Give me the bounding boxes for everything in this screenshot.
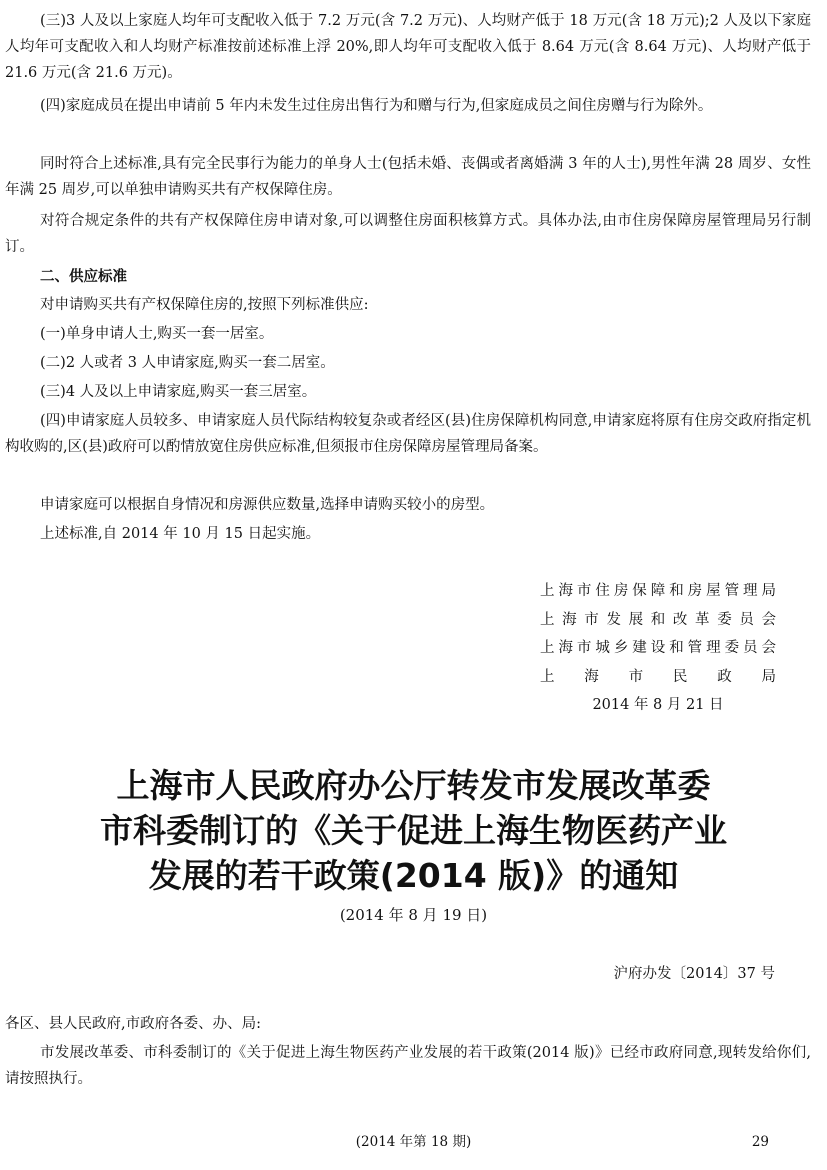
- notice-title-line-2: 市科委制订的《关于促进上海生物医药产业: [100, 811, 727, 850]
- signatory-housing-bureau: 上海市住房保障和房屋管理局: [540, 583, 776, 599]
- effective-date-paragraph: 上述标准,自 2014 年 10 月 15 日起实施。: [40, 526, 321, 542]
- supply-item-3: (三)4 人及以上申请家庭,购买一套三居室。: [40, 384, 317, 400]
- issue-number: (2014 年第 18 期): [355, 1134, 472, 1150]
- salutation: 各区、县人民政府,市政府各委、办、局:: [5, 1016, 261, 1032]
- supply-item-4: (四)申请家庭人员较多、申请家庭人员代际结构较复杂或者经区(县)住房保障机构同意,申请家庭将原有住房交政府指定机构收购的,区(县)政府可以酌情放宽住房供应标准,但须报市住房保障房屋管理局备案。: [5, 413, 811, 455]
- section-heading-supply-standard: 二、供应标准: [40, 269, 127, 285]
- notice-date: (2014 年 8 月 19 日): [339, 906, 488, 924]
- notice-title-line-3: 发展的若干政策(2014 版)》的通知: [148, 856, 679, 895]
- area-calculation-paragraph: 对符合规定条件的共有产权保障住房申请对象,可以调整住房面积核算方式。具体办法,由市住房保障房屋管理局另行制订。: [5, 213, 811, 255]
- notice-body: 市发展改革委、市科委制订的《关于促进上海生物医药产业发展的若干政策(2014 版)》已经市政府同意,现转发给你们,请按照执行。: [5, 1045, 811, 1087]
- notice-title-line-1: 上海市人民政府办公厅转发市发展改革委: [116, 766, 711, 805]
- document-number: 沪府办发〔2014〕37 号: [613, 966, 775, 982]
- signature-date: 2014 年 8 月 21 日: [592, 697, 724, 713]
- supply-item-2: (二)2 人或者 3 人申请家庭,购买一套二居室。: [40, 355, 335, 371]
- eligibility-item-4: (四)家庭成员在提出申请前 5 年内未发生过住房出售行为和赠与行为,但家庭成员之间住房赠与行为除外。: [40, 98, 713, 114]
- room-choice-paragraph: 申请家庭可以根据自身情况和房源供应数量,选择申请购买较小的房型。: [40, 497, 495, 513]
- eligibility-item-3: (三)3 人及以上家庭人均年可支配收入低于 7.2 万元(含 7.2 万元)、人均财产低于 18 万元(含 18 万元);2 人及以下家庭人均年可支配收入和人均财产标准按前述标准上浮 20%,即人均年可支配收入低于 8.64 万元(含 8.64 万元)、人均财产低于 21.6 万元(含 21.6 万元)。: [5, 13, 811, 81]
- supply-intro: 对申请购买共有产权保障住房的,按照下列标准供应:: [40, 297, 369, 313]
- signatory-development-commission: 上海市发展和改革委员会: [540, 612, 776, 628]
- signatory-construction-commission: 上海市城乡建设和管理委员会: [540, 640, 776, 656]
- page-number: 29: [751, 1134, 769, 1150]
- supply-item-1: (一)单身申请人士,购买一套一居室。: [40, 326, 274, 342]
- single-applicant-paragraph: 同时符合上述标准,具有完全民事行为能力的单身人士(包括未婚、丧偶或者离婚满 3 年的人士),男性年满 28 周岁、女性年满 25 周岁,可以单独申请购买共有产权保障住房。: [5, 156, 811, 198]
- signatory-civil-affairs-bureau: 上海市民政局: [540, 669, 776, 685]
